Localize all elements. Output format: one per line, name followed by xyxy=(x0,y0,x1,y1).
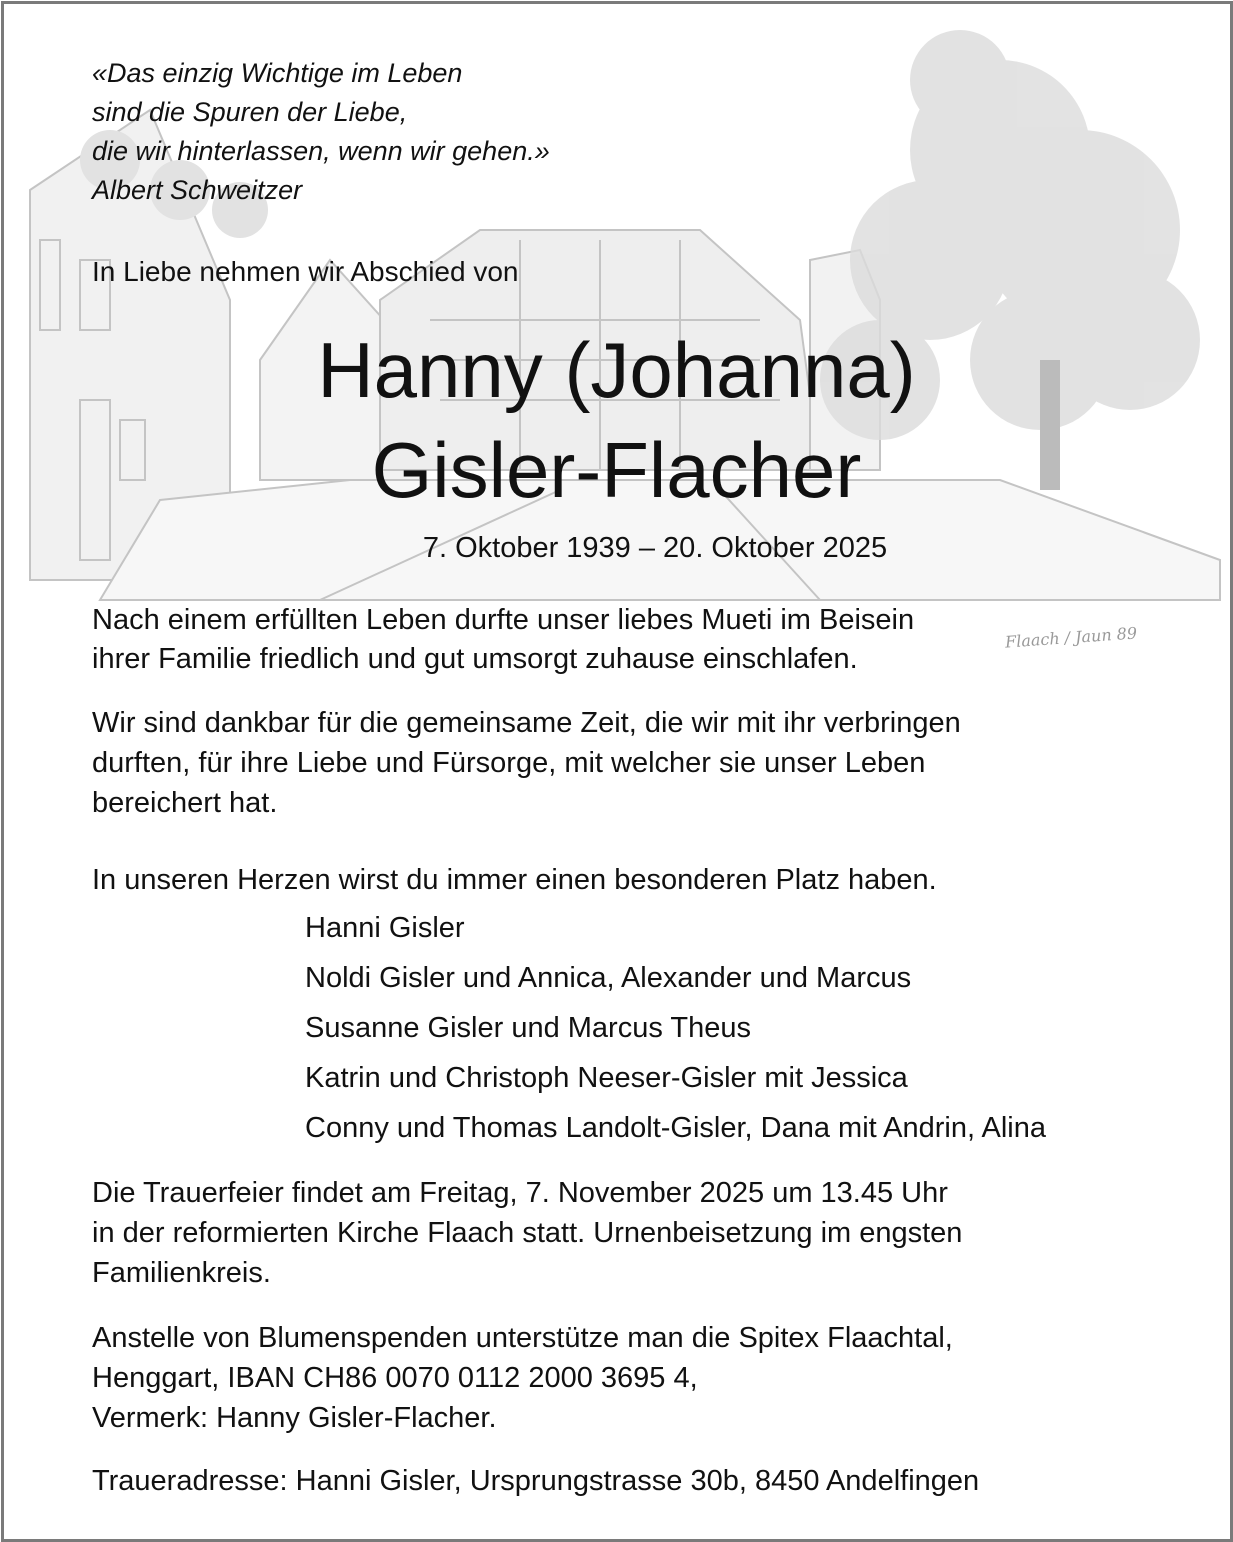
paragraph2-line: Wir sind dankbar für die gemeinsame Zeit, die wir mit ihr verbringen xyxy=(92,707,961,739)
quote-author: Albert Schweitzer xyxy=(92,175,303,205)
life-dates: 7. Oktober 1939 – 20. Oktober 2025 xyxy=(422,532,888,564)
paragraph2-line: durften, für ihre Liebe und Fürsorge, mit welcher sie unser Leben xyxy=(92,747,926,779)
quote-line: «Das einzig Wichtige im Leben xyxy=(92,58,463,88)
ceremony-line: Familienkreis. xyxy=(92,1257,271,1289)
mourner: Katrin und Christoph Neeser-Gisler mit Jessica xyxy=(305,1062,908,1094)
ceremony-line: Die Trauerfeier findet am Freitag, 7. November 2025 um 13.45 Uhr xyxy=(92,1177,948,1209)
ceremony-line: in der reformierten Kirche Flaach statt. Urnenbeisetzung im engsten xyxy=(92,1217,963,1249)
donation-line: Anstelle von Blumenspenden unterstütze man die Spitex Flaachtal, xyxy=(92,1322,953,1354)
quote-line: die wir hinterlassen, wenn wir gehen.» xyxy=(92,136,550,166)
paragraph1-line: ihrer Familie friedlich und gut umsorgt zuhause einschlafen. xyxy=(92,643,858,675)
mourner: Hanni Gisler xyxy=(305,912,465,944)
deceased-name-line1: Hanny (Johanna) xyxy=(317,326,916,414)
mourning-address: Traueradresse: Hanni Gisler, Ursprungstrasse 30b, 8450 Andelfingen xyxy=(92,1465,980,1497)
paragraph2-line: bereichert hat. xyxy=(92,787,278,819)
deceased-name-line2: Gisler-Flacher xyxy=(371,426,862,514)
paragraph1-line: Nach einem erfüllten Leben durfte unser liebes Mueti im Beisein xyxy=(92,604,915,636)
artwork-signature: Flaach / Jaun 89 xyxy=(1004,623,1138,652)
mourner: Conny und Thomas Landolt-Gisler, Dana mit Andrin, Alina xyxy=(305,1112,1046,1144)
intro-text: In Liebe nehmen wir Abschied von xyxy=(92,256,519,287)
mourner: Noldi Gisler und Annica, Alexander und Marcus xyxy=(305,962,912,994)
donation-line: Vermerk: Hanny Gisler-Flacher. xyxy=(92,1402,497,1434)
hearts-line: In unseren Herzen wirst du immer einen besonderen Platz haben. xyxy=(92,864,937,896)
mourner: Susanne Gisler und Marcus Theus xyxy=(305,1012,751,1044)
donation-line: Henggart, IBAN CH86 0070 0112 2000 3695 4, xyxy=(92,1362,698,1394)
quote-line: sind die Spuren der Liebe, xyxy=(92,97,408,127)
